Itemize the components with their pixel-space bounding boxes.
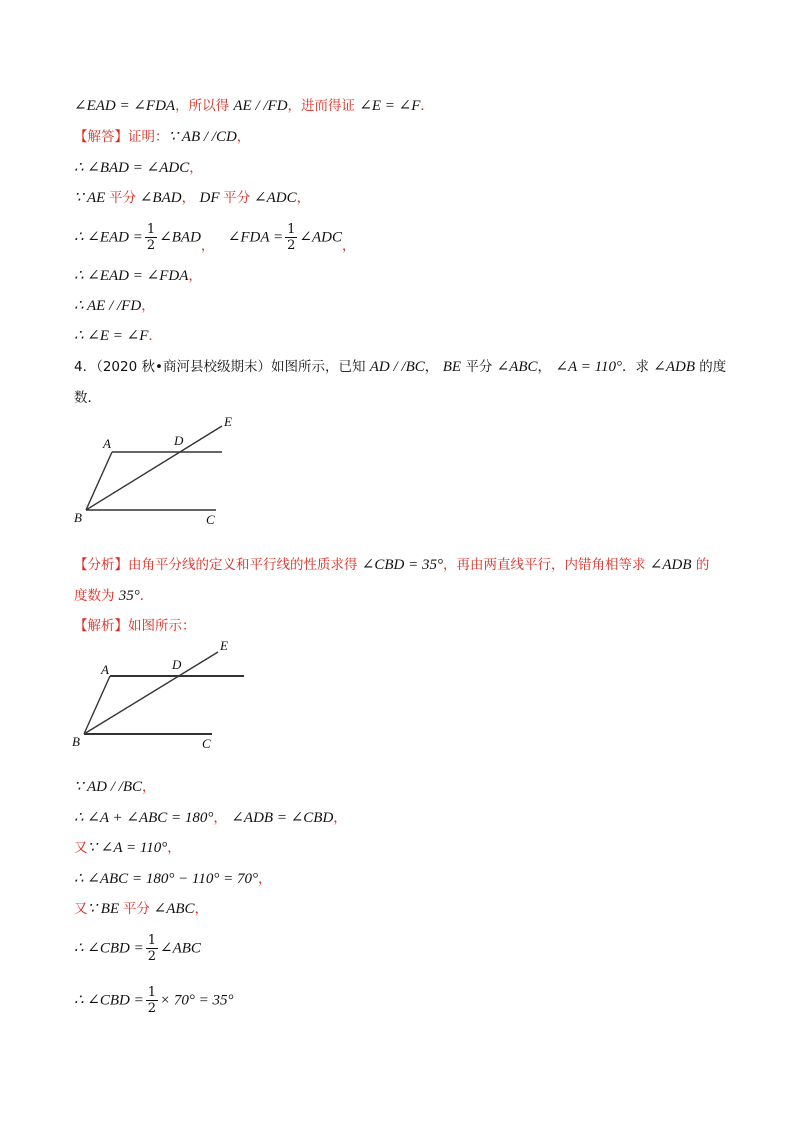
- math-expr: ∠EAD = ∠FDA: [74, 98, 176, 114]
- fraction-denominator: 2: [287, 238, 296, 253]
- text: ，: [537, 359, 552, 375]
- text-red: ，进而得证: [287, 98, 360, 114]
- math-expr: ∠ADC: [250, 190, 297, 206]
- math-expr: ∴ ∠A + ∠ABC = 180°: [74, 810, 214, 826]
- math-expr: ∠ABC: [149, 901, 195, 917]
- fraction: [146, 933, 158, 964]
- math-expr: ∴ ∠EAD = ∠FDA: [74, 268, 189, 284]
- math-expr: ∵ ∠A = 110°: [87, 840, 168, 856]
- text: 平分: [461, 359, 497, 375]
- text-red: 度数为: [74, 588, 119, 604]
- text-red: 平分: [109, 190, 137, 206]
- math-expr: ∴ ∠CBD =: [74, 940, 144, 957]
- solution-step-3: [74, 838, 181, 858]
- proof-line-6: [74, 266, 202, 286]
- text: ，: [424, 359, 439, 375]
- label-D: D: [172, 657, 182, 672]
- math-expr: ∠ADC: [299, 229, 342, 246]
- math-expr: ∵ AE: [74, 190, 110, 206]
- fraction: [145, 222, 157, 253]
- fraction: [146, 985, 158, 1016]
- math-expr: × 70° = 35°: [160, 992, 234, 1009]
- label-D: D: [174, 433, 184, 448]
- text-red: ，再由两直线平行，内错角相等求: [443, 557, 650, 573]
- proof-line-7: [74, 296, 155, 316]
- text: 数．: [74, 390, 101, 406]
- math-expr: ∴ ∠ABC = 180° − 110° = 70°: [74, 871, 258, 887]
- proof-line-5: [74, 222, 355, 253]
- math-expr: ∵ BE: [87, 901, 123, 917]
- text-red: 平分: [122, 901, 150, 917]
- math-expr: ∠CBD = 35°: [361, 557, 443, 573]
- fraction-denominator: 2: [147, 949, 157, 964]
- fraction: [285, 222, 297, 253]
- solution-step-5: [74, 899, 208, 919]
- text-red: ，所以得: [175, 98, 234, 114]
- math-expr: ∴ ∠E = ∠F: [74, 328, 149, 344]
- text: 的度: [694, 359, 727, 375]
- label-E: E: [224, 414, 232, 429]
- text-red: 的: [691, 557, 710, 573]
- fraction-numerator: 1: [287, 222, 296, 237]
- text-red: ，: [141, 298, 155, 314]
- fraction-numerator: 1: [147, 933, 157, 948]
- text-red: ，: [213, 810, 227, 826]
- text-red: ，: [142, 779, 156, 795]
- text-red: 由角平分线的定义和平行线的性质求得: [128, 557, 362, 573]
- text-red: 平分: [223, 190, 251, 206]
- question-4-cont: [74, 388, 101, 408]
- solution-step-4: [74, 869, 271, 889]
- geometry-figure-2: [68, 636, 250, 754]
- math-expr: ∠ABC: [496, 359, 538, 375]
- fraction-numerator: 1: [147, 985, 157, 1000]
- text-red: ．: [139, 588, 154, 604]
- analysis-tag: 【分析】: [74, 557, 128, 573]
- solution-tag: 【解析】: [74, 618, 128, 634]
- text-red: 如图所示：: [128, 618, 196, 634]
- text-red: ，: [296, 190, 311, 206]
- math-expr: ∠E = ∠F: [359, 98, 421, 114]
- math-expr: ∠ADB: [649, 557, 692, 573]
- label-B: B: [74, 510, 82, 525]
- solution-step-1: [74, 777, 156, 797]
- text-red: ，: [257, 871, 272, 887]
- text-red: ，: [200, 237, 215, 254]
- question-number: 4．: [74, 359, 97, 375]
- math-expr: ∠ADB: [653, 359, 695, 375]
- text-red: ．: [148, 328, 162, 344]
- math-expr: 35°: [118, 588, 140, 604]
- math-expr: ∠ADB = ∠CBD: [231, 810, 334, 826]
- solution-step-2: [74, 808, 347, 828]
- answer-tag: 【解答】: [74, 129, 128, 145]
- math-expr: ∵ AD / /BC: [74, 779, 143, 795]
- text-red: ，: [333, 810, 347, 826]
- fraction-denominator: 2: [147, 1001, 157, 1016]
- proof-line-1: [74, 96, 434, 116]
- label-E: E: [220, 638, 228, 653]
- text-red: 证明：: [128, 129, 169, 145]
- solution-step-6: [74, 933, 201, 964]
- text-red: ，: [188, 268, 202, 284]
- label-A: A: [103, 436, 111, 451]
- math-expr: DF: [199, 190, 224, 206]
- analysis-line-2: [74, 586, 153, 606]
- math-expr: ∴ ∠EAD =: [74, 229, 143, 246]
- geometry-figure-1: [70, 412, 250, 530]
- question-source: （2020 秋•商河县校级期末）如图所示，已知: [96, 359, 370, 375]
- text-red: ，: [236, 129, 251, 145]
- math-expr: ∠BAD: [159, 229, 201, 246]
- text-red: ，: [181, 190, 196, 206]
- text: ．求: [621, 359, 654, 375]
- math-expr: AE / /FD: [233, 98, 288, 114]
- math-expr: ∠ABC: [160, 940, 201, 957]
- solution-step-7: [74, 985, 234, 1016]
- text-red: ．: [420, 98, 434, 114]
- text-red: ，: [167, 840, 181, 856]
- text-red: 又: [74, 840, 88, 856]
- math-expr: ∠A = 110°: [555, 359, 622, 375]
- math-expr: ∴ AE / /FD: [74, 298, 142, 314]
- math-expr: BE: [442, 359, 462, 375]
- label-C: C: [206, 512, 215, 527]
- label-B: B: [72, 734, 80, 749]
- fraction-denominator: 2: [146, 238, 156, 253]
- text-red: ，: [341, 237, 356, 254]
- math-expr: ∴ ∠CBD =: [74, 992, 144, 1009]
- fraction-numerator: 1: [146, 222, 156, 237]
- proof-line-3: [74, 158, 203, 178]
- text-red: ，: [189, 160, 203, 176]
- label-A: A: [101, 662, 109, 677]
- math-expr: AD / /BC: [369, 359, 425, 375]
- text-red: 又: [74, 901, 88, 917]
- math-expr: ∵ AB / /CD: [168, 129, 237, 145]
- proof-line-4: [74, 188, 310, 208]
- math-expr: ∠BAD: [136, 190, 182, 206]
- math-expr: ∠FDA =: [227, 229, 284, 246]
- text-red: ，: [194, 901, 209, 917]
- question-4: [74, 357, 726, 377]
- proof-line-8: [74, 326, 162, 346]
- solution-heading: [74, 616, 196, 636]
- label-C: C: [202, 736, 211, 751]
- analysis-line-1: [74, 555, 709, 575]
- answer-line: [74, 127, 250, 147]
- math-expr: ∴ ∠BAD = ∠ADC: [74, 160, 190, 176]
